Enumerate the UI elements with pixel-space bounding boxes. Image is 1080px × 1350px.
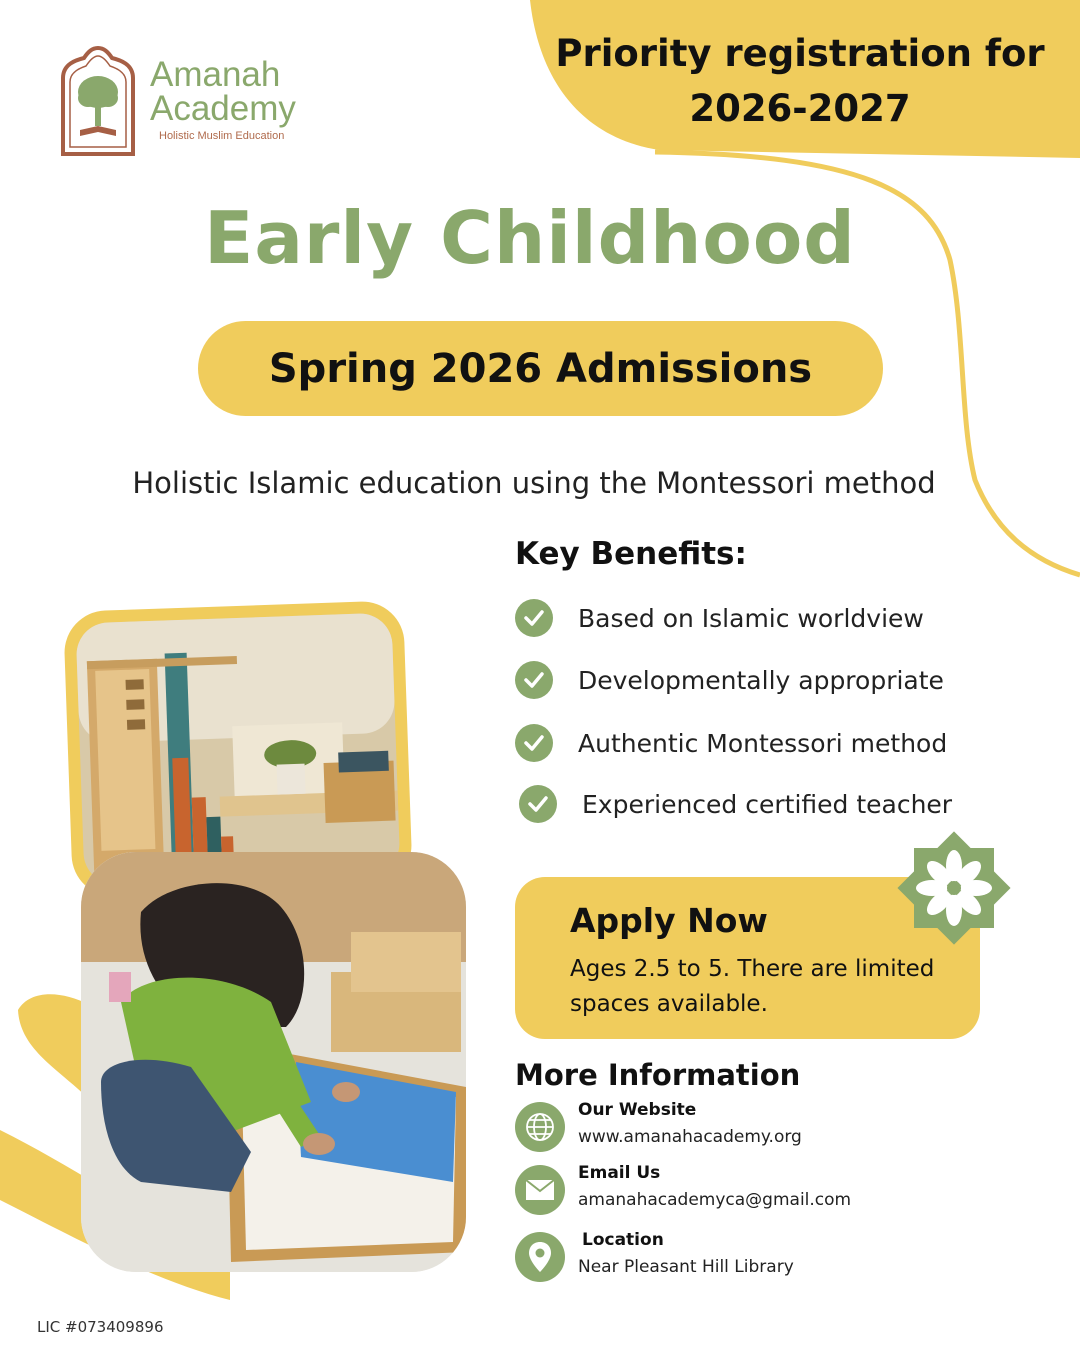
left-swoosh bbox=[18, 994, 90, 1100]
benefits-title: Key Benefits: bbox=[515, 536, 747, 572]
location-value: Near Pleasant Hill Library bbox=[578, 1257, 794, 1277]
email-link[interactable]: amanahacademyca@gmail.com bbox=[578, 1190, 852, 1210]
page-title: Early Childhood bbox=[204, 196, 856, 280]
website-row bbox=[515, 1102, 935, 1158]
location-label: Location bbox=[582, 1230, 664, 1250]
apply-description: Ages 2.5 to 5. There are limited spaces available. bbox=[570, 956, 935, 1017]
check-circle-icon bbox=[515, 599, 553, 637]
benefit-item bbox=[515, 598, 924, 638]
email-row bbox=[515, 1165, 935, 1221]
child-learning-photo bbox=[81, 852, 466, 1272]
admissions-text: Spring 2026 Admissions bbox=[268, 345, 813, 392]
flower-star-icon bbox=[892, 826, 1016, 950]
subtitle: Holistic Islamic education using the Montessori method bbox=[132, 466, 936, 500]
admissions-banner bbox=[198, 321, 883, 416]
logo-name bbox=[150, 55, 296, 128]
license-number: LIC #073409896 bbox=[37, 1318, 164, 1336]
logo-name-line2: Academy bbox=[150, 89, 296, 128]
benefit-label: Developmentally appropriate bbox=[578, 665, 944, 695]
check-circle-icon bbox=[515, 724, 553, 762]
website-link[interactable]: www.amanahacademy.org bbox=[578, 1127, 802, 1147]
logo-tagline: Holistic Muslim Education bbox=[159, 130, 285, 142]
location-pin-icon bbox=[515, 1232, 565, 1282]
priority-line1: Priority registration for bbox=[555, 32, 1045, 75]
benefit-item bbox=[515, 723, 947, 763]
check-circle-icon bbox=[519, 785, 557, 823]
priority-registration bbox=[540, 26, 1060, 136]
apply-title: Apply Now bbox=[570, 901, 768, 940]
priority-line2: 2026-2027 bbox=[689, 87, 911, 130]
location-row bbox=[515, 1232, 935, 1288]
more-info-title: More Information bbox=[515, 1058, 801, 1092]
envelope-icon bbox=[515, 1165, 565, 1215]
website-label: Our Website bbox=[578, 1100, 697, 1120]
benefit-item bbox=[519, 784, 952, 824]
benefit-label: Based on Islamic worldview bbox=[578, 603, 924, 633]
globe-icon bbox=[515, 1102, 565, 1152]
benefit-label: Experienced certified teacher bbox=[582, 789, 953, 819]
tree-arch-icon bbox=[58, 46, 138, 156]
benefit-label: Authentic Montessori method bbox=[578, 728, 948, 758]
check-circle-icon bbox=[515, 661, 553, 699]
email-label: Email Us bbox=[578, 1163, 661, 1183]
benefit-item bbox=[515, 660, 944, 700]
academy-logo bbox=[58, 46, 318, 158]
logo-name-line1: Amanah bbox=[150, 55, 281, 94]
